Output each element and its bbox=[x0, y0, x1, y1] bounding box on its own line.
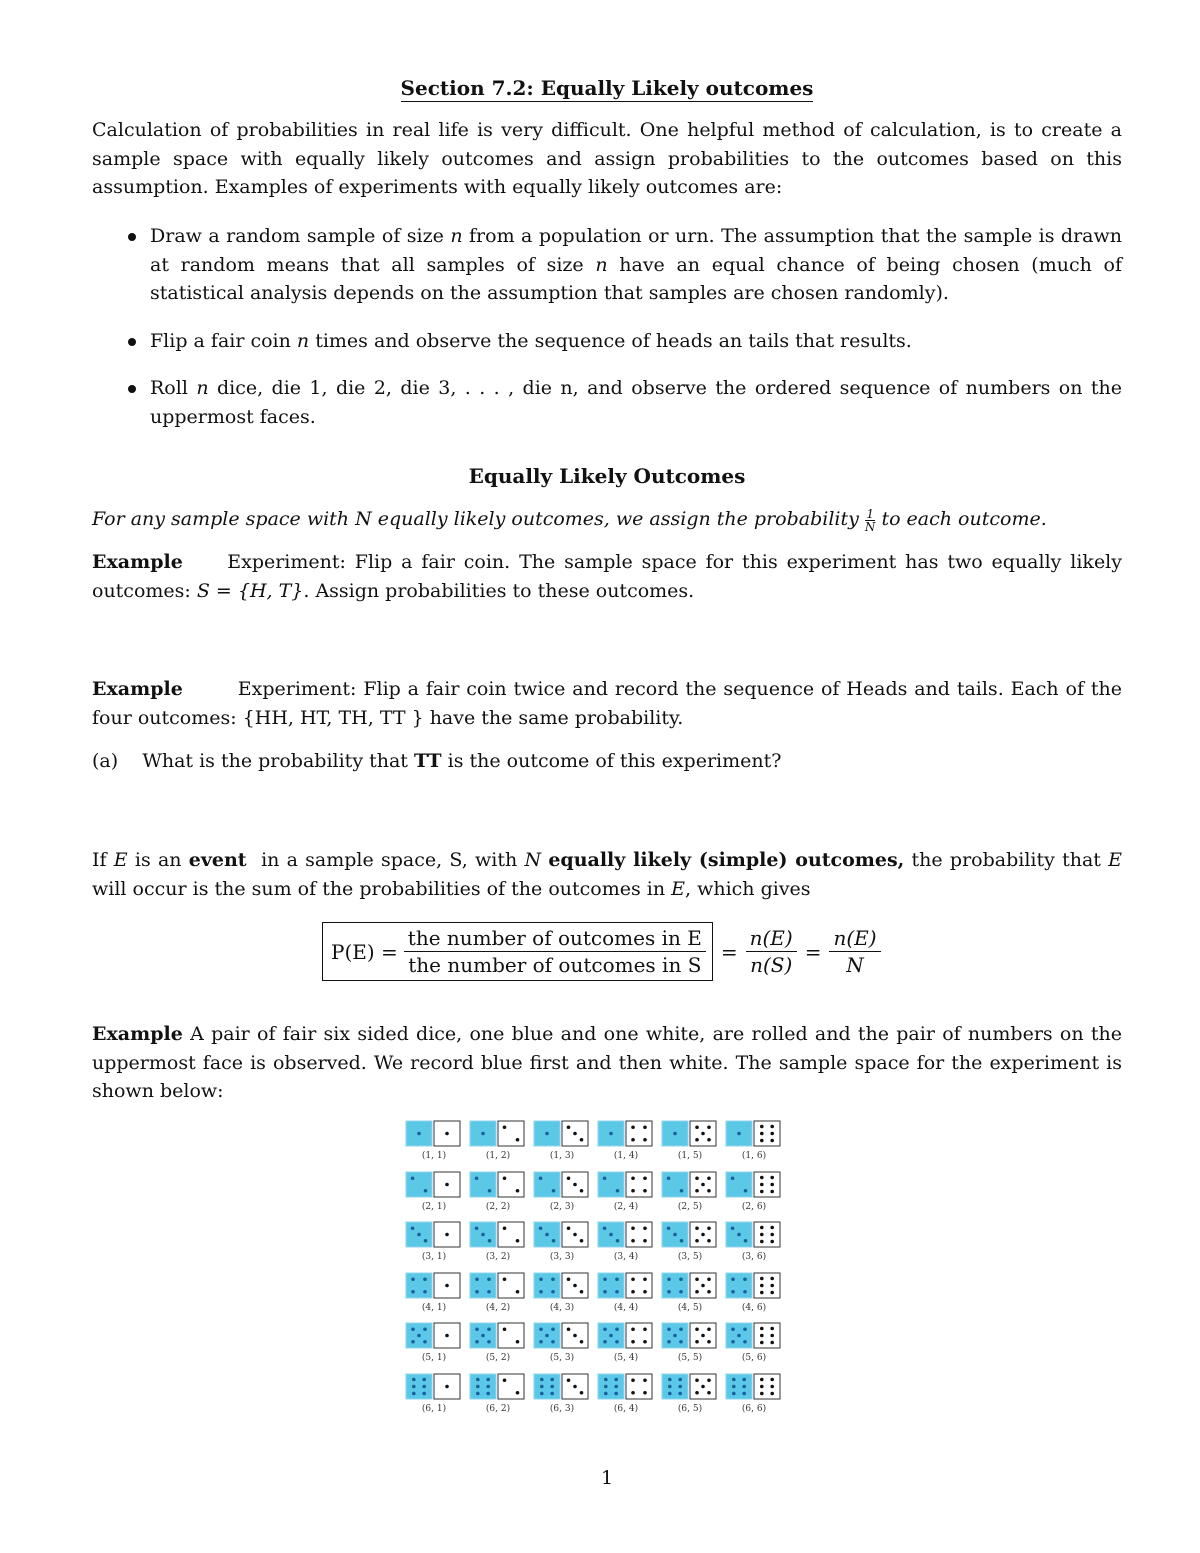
dice-icon bbox=[725, 1321, 783, 1351]
dice-pair bbox=[597, 1271, 655, 1321]
dice-pair-label: (5, 3) bbox=[549, 1353, 575, 1363]
dice-pair-label: (6, 3) bbox=[549, 1403, 575, 1414]
dice-pair-label: (3, 3) bbox=[549, 1252, 575, 1262]
dice-icon bbox=[405, 1271, 463, 1301]
list-item: Flip a fair coin n times and observe the sequence of heads an tails that results. bbox=[92, 327, 1122, 356]
dice-pair-label: (2, 2) bbox=[485, 1201, 511, 1212]
dice-icon bbox=[661, 1170, 719, 1200]
dice-pair bbox=[405, 1119, 463, 1169]
dice-icon bbox=[725, 1220, 783, 1250]
dice-pair bbox=[469, 1321, 527, 1371]
dice-icon bbox=[469, 1119, 527, 1149]
dice-pair-label: (2, 3) bbox=[549, 1201, 575, 1212]
dice-pair bbox=[661, 1220, 719, 1270]
dice-pair bbox=[533, 1271, 591, 1321]
dice-icon bbox=[661, 1271, 719, 1301]
dice-pair-label: (5, 6) bbox=[741, 1353, 767, 1363]
dice-pair bbox=[533, 1170, 591, 1220]
dice-pair bbox=[597, 1170, 655, 1220]
dice-icon bbox=[469, 1271, 527, 1301]
dice-pair-label: (6, 2) bbox=[485, 1403, 511, 1414]
examples-list bbox=[92, 222, 1122, 450]
formula-box: P(E) = $\frac{\text{the number of outcomes in E}}{\text{the number of outcomes in S}}$ bbox=[322, 922, 713, 981]
dice-pair bbox=[469, 1271, 527, 1321]
dice-pair-label: (3, 5) bbox=[677, 1252, 703, 1262]
dice-pair-label: (4, 4) bbox=[613, 1302, 639, 1313]
dice-pair bbox=[725, 1220, 783, 1270]
dice-pair-label: (4, 5) bbox=[677, 1302, 703, 1313]
dice-pair bbox=[405, 1321, 463, 1371]
dice-pair-label: (5, 1) bbox=[421, 1353, 447, 1363]
document-page bbox=[92, 0, 1122, 1553]
dice-icon bbox=[661, 1372, 719, 1402]
dice-icon bbox=[661, 1321, 719, 1351]
dice-pair-label: (1, 5) bbox=[677, 1151, 703, 1161]
dice-pair bbox=[533, 1220, 591, 1270]
definition-text: For any sample space with N equally likely outcomes, we assign the probability $\frac{1}{N}$ to each outcome. bbox=[92, 506, 1047, 534]
probability-formula: P(E) = $\frac{\text{the number of outcomes in E}}{\text{the number of outcomes in S}}$ = $\frac{n(E)}{n(S)}$ = $\frac{n(E)}{N}$ bbox=[322, 922, 881, 981]
dice-pair-label: (5, 2) bbox=[485, 1353, 511, 1363]
dice-icon bbox=[469, 1170, 527, 1200]
dice-pair bbox=[469, 1372, 527, 1422]
dice-icon bbox=[533, 1220, 591, 1250]
dice-icon bbox=[725, 1119, 783, 1149]
dice-pair bbox=[661, 1372, 719, 1422]
dice-pair-label: (1, 3) bbox=[549, 1151, 575, 1161]
dice-pair-label: (2, 5) bbox=[677, 1201, 703, 1212]
dice-pair bbox=[597, 1321, 655, 1371]
dice-icon bbox=[405, 1372, 463, 1402]
dice-icon bbox=[597, 1170, 655, 1200]
dice-pair-label: (5, 5) bbox=[677, 1353, 703, 1363]
dice-pair-label: (4, 6) bbox=[741, 1302, 767, 1313]
dice-pair-label: (1, 4) bbox=[613, 1151, 639, 1161]
dice-pair-label: (3, 2) bbox=[485, 1252, 511, 1262]
dice-icon bbox=[533, 1170, 591, 1200]
example-coin: Example Experiment: Flip a fair coin. The sample space for this experiment has two equally likely outcomes: S = {H, T}. Assign probabilities to these outcomes. bbox=[92, 551, 1122, 602]
dice-pair-label: (6, 1) bbox=[421, 1403, 447, 1414]
dice-icon bbox=[661, 1220, 719, 1250]
dice-pair-label: (4, 1) bbox=[421, 1302, 447, 1313]
dice-pair-label: (1, 2) bbox=[485, 1151, 511, 1161]
fraction: $\frac{1}{N}$ bbox=[864, 506, 876, 534]
dice-icon bbox=[725, 1372, 783, 1402]
list-item: Draw a random sample of size n from a population or urn. The assumption that the sample is drawn at random means that all samples of size n have an equal chance of being chosen (much of statistical analysis depends on the assumption that samples are chosen randomly). bbox=[92, 222, 1122, 308]
dice-pair bbox=[469, 1119, 527, 1169]
example-two-coins: Example Experiment: Flip a fair coin twice and record the sequence of Heads and tails. Each of the four outcomes: {HH, HT, TH, TT } have the same probability. bbox=[92, 678, 1122, 729]
dice-pair bbox=[405, 1170, 463, 1220]
dice-pair bbox=[533, 1119, 591, 1169]
dice-pair bbox=[469, 1170, 527, 1220]
dice-pair bbox=[725, 1119, 783, 1169]
dice-pair-label: (1, 1) bbox=[421, 1151, 447, 1161]
dice-icon bbox=[469, 1321, 527, 1351]
dice-icon bbox=[725, 1170, 783, 1200]
dice-pair-label: (4, 3) bbox=[549, 1302, 575, 1313]
dice-pair bbox=[661, 1321, 719, 1371]
dice-pair bbox=[533, 1372, 591, 1422]
dice-icon bbox=[597, 1271, 655, 1301]
dice-icon bbox=[405, 1220, 463, 1250]
dice-icon bbox=[597, 1372, 655, 1402]
dice-pair-label: (6, 4) bbox=[613, 1403, 639, 1414]
dice-pair bbox=[725, 1271, 783, 1321]
dice-icon bbox=[533, 1372, 591, 1402]
dice-pair bbox=[533, 1321, 591, 1371]
dice-icon bbox=[405, 1321, 463, 1351]
dice-pair-label: (3, 1) bbox=[421, 1252, 447, 1262]
dice-pair bbox=[597, 1119, 655, 1169]
dice-pair bbox=[661, 1170, 719, 1220]
dice-pair bbox=[469, 1220, 527, 1270]
dice-pair bbox=[661, 1271, 719, 1321]
dice-icon bbox=[597, 1220, 655, 1250]
dice-pair-label: (5, 4) bbox=[613, 1353, 639, 1363]
event-paragraph: If E is an event in a sample space, S, with N equally likely (simple) outcomes, the probability that E will occur is the sum of the probabilities of the outcomes in E, which gives bbox=[92, 849, 1123, 900]
question-a: (a) What is the probability that TT is the outcome of this experiment? bbox=[92, 750, 782, 772]
intro-paragraph: Calculation of probabilities in real life is very difficult. One helpful method of calculation, is to create a sample space with equally likely outcomes and assign probabilities to the outcomes based on this assumption. Examples of experiments with equally likely outcomes are: bbox=[92, 119, 1122, 198]
list-item: Roll n dice, die 1, die 2, die 3, . . . , die n, and observe the ordered sequence of numbers on the uppermost faces. bbox=[92, 374, 1122, 431]
dice-pair-label: (3, 6) bbox=[741, 1252, 767, 1262]
dice-icon bbox=[533, 1119, 591, 1149]
dice-pair-label: (6, 5) bbox=[677, 1403, 703, 1414]
dice-pair-label: (2, 4) bbox=[613, 1201, 639, 1212]
dice-pair-label: (2, 6) bbox=[741, 1201, 767, 1212]
dice-sample-space bbox=[405, 1119, 785, 1419]
dice-pair bbox=[725, 1372, 783, 1422]
section-title: Section 7.2: Equally Likely outcomes bbox=[400, 76, 814, 100]
dice-icon bbox=[597, 1321, 655, 1351]
dice-pair-label: (4, 2) bbox=[485, 1302, 511, 1313]
dice-pair bbox=[405, 1271, 463, 1321]
dice-pair bbox=[597, 1372, 655, 1422]
dice-icon bbox=[405, 1119, 463, 1149]
dice-icon bbox=[533, 1271, 591, 1301]
dice-pair bbox=[405, 1220, 463, 1270]
fraction: $\frac{n(E)}{N}$ bbox=[829, 925, 880, 978]
dice-pair-label: (2, 1) bbox=[421, 1201, 447, 1212]
dice-icon bbox=[405, 1170, 463, 1200]
dice-pair-label: (3, 4) bbox=[613, 1252, 639, 1262]
fraction: $\frac{\text{the number of outcomes in E}}{\text{the number of outcomes in S}}$ bbox=[404, 925, 706, 978]
dice-icon bbox=[469, 1220, 527, 1250]
dice-pair bbox=[725, 1170, 783, 1220]
dice-pair bbox=[405, 1372, 463, 1422]
dice-pair bbox=[597, 1220, 655, 1270]
subheading: Equally Likely Outcomes bbox=[468, 464, 746, 488]
dice-pair-label: (6, 6) bbox=[741, 1403, 767, 1414]
dice-pair bbox=[661, 1119, 719, 1169]
dice-pair bbox=[725, 1321, 783, 1371]
page-number: 1 bbox=[600, 1467, 614, 1489]
dice-icon bbox=[469, 1372, 527, 1402]
dice-icon bbox=[661, 1119, 719, 1149]
dice-icon bbox=[597, 1119, 655, 1149]
example-dice: Example A pair of fair six sided dice, one blue and one white, are rolled and the pair of numbers on the uppermost face is observed. We record blue first and then white. The sample space for the experiment is shown below: bbox=[92, 1023, 1122, 1102]
dice-pair-label: (1, 6) bbox=[741, 1151, 767, 1161]
fraction: $\frac{n(E)}{n(S)}$ bbox=[746, 925, 797, 978]
dice-icon bbox=[533, 1321, 591, 1351]
dice-icon bbox=[725, 1271, 783, 1301]
